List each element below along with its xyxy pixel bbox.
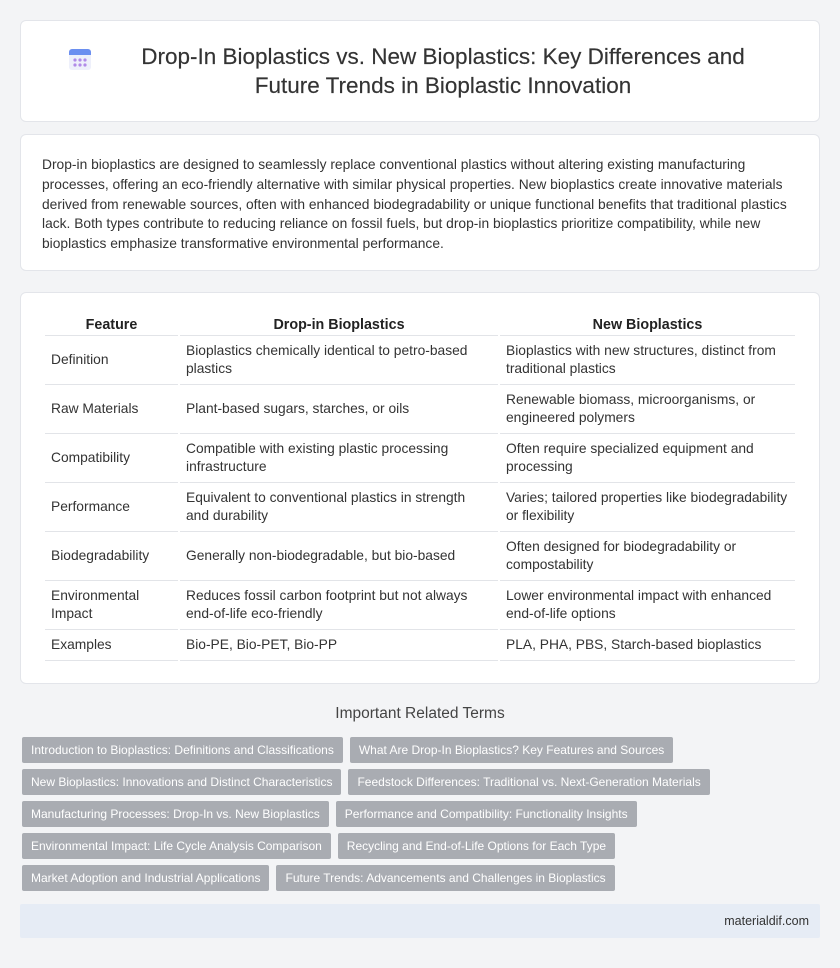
footer-site-link[interactable]: materialdif.com xyxy=(724,914,809,928)
table-cell-drop-in: Equivalent to conventional plastics in strength and durability xyxy=(180,483,498,532)
table-row xyxy=(45,385,795,434)
table-cell-feature: Raw Materials xyxy=(45,385,178,434)
related-term-tag[interactable]: Feedstock Differences: Traditional vs. Next-Generation Materials xyxy=(348,769,709,795)
table-row xyxy=(45,336,795,385)
related-term-tag[interactable]: New Bioplastics: Innovations and Distinct Characteristics xyxy=(22,769,341,795)
table-cell-feature: Compatibility xyxy=(45,434,178,483)
page-title: Drop-In Bioplastics vs. New Bioplastics: Key Differences and Future Trends in Bioplastic Innovation xyxy=(141,44,745,98)
table-row xyxy=(45,630,795,661)
table-cell-drop-in: Reduces fossil carbon footprint but not always end-of-life eco-friendly xyxy=(180,581,498,630)
table-cell-drop-in: Bioplastics chemically identical to petro-based plastics xyxy=(180,336,498,385)
comparison-table xyxy=(43,309,797,661)
calendar-icon xyxy=(67,46,93,72)
related-terms-list xyxy=(22,737,822,891)
table-cell-feature: Examples xyxy=(45,630,178,661)
table-cell-new: Often designed for biodegradability or compostability xyxy=(500,532,795,581)
related-term-tag[interactable]: What Are Drop-In Bioplastics? Key Features and Sources xyxy=(350,737,673,763)
comparison-table-card xyxy=(20,292,820,684)
intro-paragraph: Drop-in bioplastics are designed to seamlessly replace conventional plastics without altering existing manufacturing processes, offering an eco-friendly alternative with similar physical properties. New bioplastics create innovative materials derived from renewable sources, often with enhanced biodegradability or unique functional benefits that traditional plastics lack. Both types contribute to reducing reliance on fossil fuels, but drop-in bioplastics prioritize compatibility, while new bioplastics emphasize transformative environmental performance. xyxy=(42,157,787,252)
column-header-feature: Feature xyxy=(45,309,178,336)
header-card xyxy=(20,20,820,122)
related-term-tag[interactable]: Manufacturing Processes: Drop-In vs. New Bioplastics xyxy=(22,801,329,827)
table-cell-new: Bioplastics with new structures, distinct from traditional plastics xyxy=(500,336,795,385)
table-cell-new: Renewable biomass, microorganisms, or engineered polymers xyxy=(500,385,795,434)
table-cell-drop-in: Plant-based sugars, starches, or oils xyxy=(180,385,498,434)
related-term-tag[interactable]: Future Trends: Advancements and Challenges in Bioplastics xyxy=(276,865,614,891)
table-header-row xyxy=(45,309,795,336)
table-cell-drop-in: Generally non-biodegradable, but bio-based xyxy=(180,532,498,581)
table-cell-feature: Performance xyxy=(45,483,178,532)
table-row xyxy=(45,581,795,630)
column-header-new: New Bioplastics xyxy=(500,309,795,336)
table-cell-drop-in: Compatible with existing plastic processing infrastructure xyxy=(180,434,498,483)
footer-bar xyxy=(20,904,820,938)
table-cell-new: Lower environmental impact with enhanced end-of-life options xyxy=(500,581,795,630)
table-cell-new: Often require specialized equipment and processing xyxy=(500,434,795,483)
table-cell-new: Varies; tailored properties like biodegradability or flexibility xyxy=(500,483,795,532)
table-cell-drop-in: Bio-PE, Bio-PET, Bio-PP xyxy=(180,630,498,661)
table-cell-new: PLA, PHA, PBS, Starch-based bioplastics xyxy=(500,630,795,661)
related-terms-title: Important Related Terms xyxy=(335,705,505,722)
table-cell-feature: Biodegradability xyxy=(45,532,178,581)
related-term-tag[interactable]: Recycling and End-of-Life Options for Each Type xyxy=(338,833,615,859)
column-header-drop-in: Drop-in Bioplastics xyxy=(180,309,498,336)
related-term-tag[interactable]: Market Adoption and Industrial Applications xyxy=(22,865,269,891)
table-row xyxy=(45,434,795,483)
intro-card xyxy=(20,134,820,271)
table-row xyxy=(45,483,795,532)
related-term-tag[interactable]: Environmental Impact: Life Cycle Analysis Comparison xyxy=(22,833,331,859)
related-term-tag[interactable]: Performance and Compatibility: Functionality Insights xyxy=(336,801,637,827)
table-cell-feature: Environmental Impact xyxy=(45,581,178,630)
table-cell-feature: Definition xyxy=(45,336,178,385)
table-row xyxy=(45,532,795,581)
related-term-tag[interactable]: Introduction to Bioplastics: Definitions and Classifications xyxy=(22,737,343,763)
